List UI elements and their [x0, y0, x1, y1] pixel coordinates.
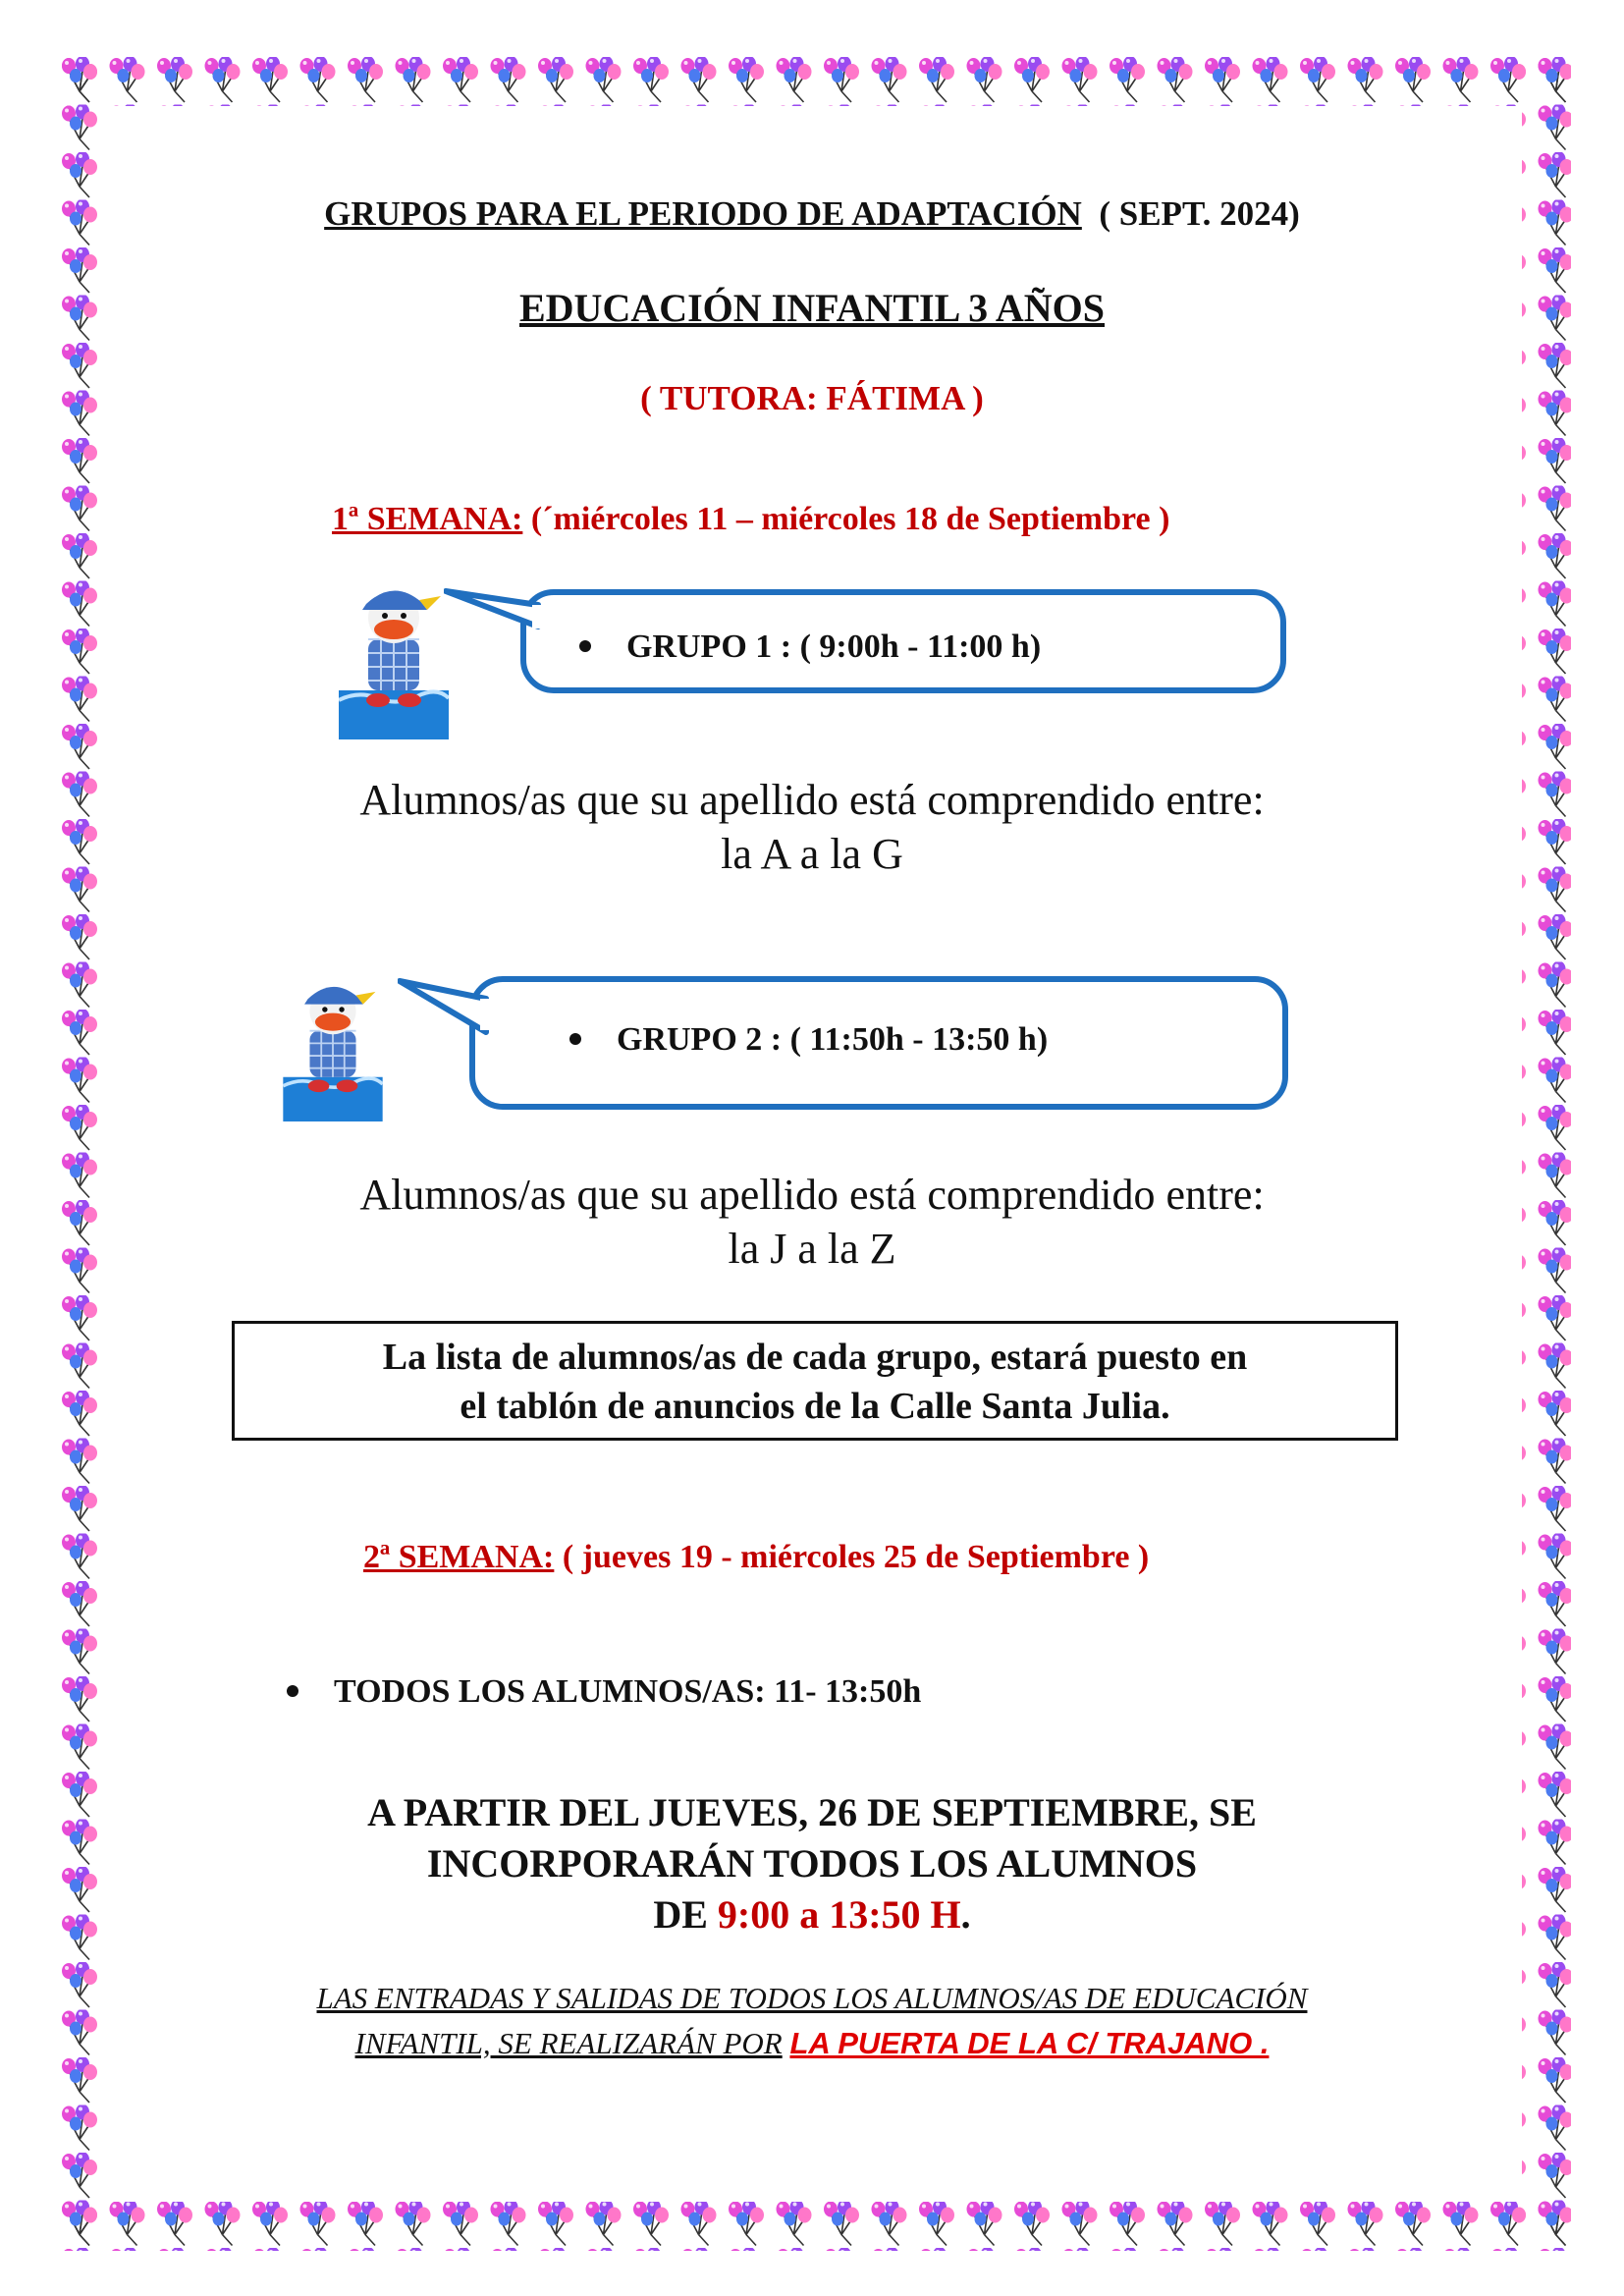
- duck-mascot-icon: [283, 972, 383, 1121]
- footer-door: LA PUERTA DE LA C/ TRAJANO .: [789, 2026, 1270, 2060]
- week2-label: 2ª SEMANA:: [363, 1539, 555, 1575]
- footer-line-1: LAS ENTRADAS Y SALIDAS DE TODOS LOS ALUMNOS/AS DE EDUCACIÓN: [316, 1981, 1308, 2015]
- bullet-icon: [579, 640, 591, 652]
- bubble-tail-icon: [444, 587, 542, 646]
- final-line-3: DE 9:00 a 13:50 H.: [653, 1892, 971, 1937]
- page-title: [0, 194, 1624, 234]
- group1-range: la A a la G: [721, 830, 903, 878]
- week2-dates: ( jueves 19 - miércoles 25 de Septiembre ): [562, 1539, 1150, 1575]
- group2-range: la J a la Z: [728, 1225, 896, 1273]
- bullet-icon: [287, 1685, 298, 1697]
- final-line-1: A PARTIR DEL JUEVES, 26 DE SEPTIEMBRE, SE: [367, 1790, 1257, 1834]
- group2-label: GRUPO 2 : ( 11:50h - 13:50 h): [569, 1021, 1048, 1059]
- group1-range-intro: Alumnos/as que su apellido está comprendido entre:: [359, 776, 1265, 824]
- week1-label: 1ª SEMANA:: [332, 501, 523, 537]
- all-students-line: TODOS LOS ALUMNOS/AS: 11- 13:50h: [287, 1673, 921, 1711]
- week1-heading: [332, 501, 1169, 538]
- notice-line-2: el tablón de anuncios de la Calle Santa Julia.: [460, 1386, 1170, 1427]
- group1-label: GRUPO 1 : ( 9:00h - 11:00 h): [579, 629, 1041, 666]
- title-date: ( SEPT. 2024): [1099, 194, 1300, 233]
- bubble-tail-icon: [398, 977, 491, 1046]
- footer-line-2: INFANTIL, SE REALIZARÁN POR LA PUERTA DE LA C/ TRAJANO .: [354, 2026, 1270, 2060]
- course-text: EDUCACIÓN INFANTIL 3 AÑOS: [518, 286, 1105, 330]
- duck-mascot-icon: [339, 574, 449, 739]
- title-text: GRUPOS PARA EL PERIODO DE ADAPTACIÓN: [324, 194, 1082, 233]
- notice-line-1: La lista de alumnos/as de cada grupo, estará puesto en: [382, 1337, 1248, 1378]
- notice-box: [232, 1321, 1398, 1441]
- bullet-icon: [569, 1033, 581, 1045]
- week1-dates: (´miércoles 11 – miércoles 18 de Septiembre ): [530, 501, 1170, 537]
- group2-range-intro: Alumnos/as que su apellido está comprendido entre:: [359, 1171, 1265, 1219]
- final-time: 9:00 a 13:50 H: [717, 1892, 961, 1937]
- week2-heading: [363, 1539, 1149, 1576]
- final-line-2: INCORPORARÁN TODOS LOS ALUMNOS: [426, 1841, 1198, 1886]
- tutor-label: ( TUTORA: FÁTIMA ): [640, 379, 984, 417]
- course-heading: [0, 285, 1624, 331]
